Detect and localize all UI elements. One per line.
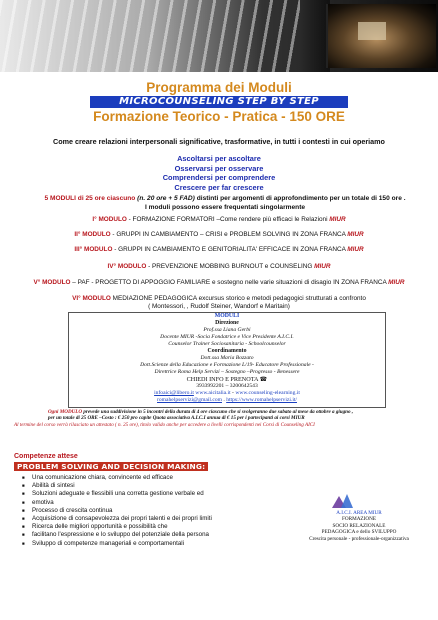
aici-logo-block	[300, 494, 418, 552]
director-role-secondary: Counselor Trainer Sociosanitaria - Schoolcounselor	[168, 341, 286, 347]
list-item-continuation: ■ emotiva	[22, 499, 252, 507]
intro-modules-count: 5 MODULI di 25 ore ciascuno	[44, 195, 136, 202]
wordmark: MICROCOUNSELING STEP BY STEP	[90, 96, 348, 108]
logo-shape-blue	[341, 494, 353, 508]
module-row	[0, 295, 438, 311]
list-item: ■ Abilità di sintesi	[22, 482, 252, 490]
note-module-label: Ogni MODULO	[48, 409, 83, 415]
module-number: V° MODULO	[33, 279, 71, 286]
direction-heading: Direzione	[215, 320, 239, 326]
logo-line-socio: SOCIO RELAZIONALE	[332, 522, 386, 529]
banner-photo	[326, 4, 436, 68]
motto-item: Ascoltarsi per ascoltare	[177, 154, 261, 163]
note-cost: per un totale di 25 ORE –Costo : € 250 pro capite Quota associativa A.I.C.I annua di € 15 per i partecipanti ai corsi MIUR	[48, 415, 305, 422]
module-row	[0, 216, 438, 224]
module-subtitle: ( Montessori, , Rudolf Steiner, Wandorf e Maritain)	[148, 303, 290, 310]
aici-logo-icon	[332, 494, 354, 508]
intro-hours-split: (n. 20 ore + 5 FAD)	[135, 195, 195, 202]
coordinator-name: Dott.ssa Maria Bozzato	[200, 355, 254, 361]
motto-item: Comprendersi per comprendere	[162, 173, 276, 183]
course-notes	[14, 409, 424, 428]
intro-total: distinti per argomenti di approfondimento per un totale di 150 ore .	[194, 195, 406, 202]
tagline: Come creare relazioni interpersonali significative, trasformative, in tutti i contesti in cui operiamo	[53, 137, 385, 146]
logo-line-formazione: FORMAZIONE	[341, 516, 376, 523]
phone-icon: ☎	[259, 376, 268, 383]
email-link-aici[interactable]: infoaici@libero.it	[154, 390, 194, 396]
links-line-secondary: romahelpservizi@gmail.com . https://www.romahelpservizi.it/	[157, 397, 297, 403]
logo-line-crescita: Crescita personale - professionale-organizzativa	[309, 535, 409, 542]
email-link-romahelp[interactable]: romahelpservizi@gmail.com	[157, 397, 222, 403]
module-number: VI° MODULO	[72, 295, 111, 302]
module-number: II° MODULO	[74, 231, 111, 238]
list-item: ■ Una comunicazione chiara, convincente ed efficace	[22, 474, 252, 482]
website-link-aici[interactable]: www.aicitalia.it	[195, 390, 231, 396]
logo-line-pedagogica: PEDAGOGICA e dello SVILUPPO	[321, 529, 397, 536]
links-line: infoaici@libero.it www.aicitalia.it - www.counseling-elearning.it	[154, 390, 300, 396]
module-miur-tag: MIUR	[347, 246, 364, 253]
banner-photo-screen	[358, 22, 386, 40]
module-row	[0, 231, 438, 239]
contact-box	[68, 312, 386, 408]
page-title: Programma dei Moduli	[146, 80, 292, 95]
info-label: CHIEDI INFO E PRENOTA	[186, 376, 259, 383]
module-title: - FORMAZIONE FORMATORI –Come rendere più efficaci le Relazioni	[126, 216, 330, 223]
intro-note: I moduli possono essere frequentati singolarmente	[144, 204, 306, 211]
motto-list	[0, 154, 438, 192]
module-number: IV° MODULO	[107, 263, 147, 270]
module-row	[0, 279, 438, 287]
module-row	[0, 246, 438, 254]
competences-title: Competenze attese	[14, 453, 78, 460]
module-number: I° MODULO	[92, 216, 127, 223]
module-number: III° MODULO	[74, 246, 113, 253]
module-title: MEDIAZIONE PEDAGOGICA excursus storico e metodi pedagogici strutturati a confronto	[110, 295, 366, 302]
coordinator-role: Dott.Scienze della Educazione e Formazione L/19- Educatore Professionale -	[140, 362, 314, 368]
module-miur-tag: MIUR	[314, 263, 331, 270]
list-item: ■ Processo di crescita continua	[22, 507, 252, 515]
module-row	[0, 263, 438, 271]
module-miur-tag: MIUR	[388, 279, 405, 286]
aici-logo-text	[300, 510, 418, 542]
website-link-romahelp[interactable]: https://www.romahelpservizi.it/	[226, 397, 297, 403]
list-item-continuation: ■ facilitano l'espressione e lo sviluppo del potenziale della persona	[22, 531, 252, 539]
list-item: ■ Sviluppo di competenze manageriali e comportamentali	[22, 540, 252, 548]
director-role: Docente MIUR -Socia Fondatrice e Vice Presidente A.I.C.I.	[160, 334, 294, 340]
competences-list	[22, 474, 252, 548]
list-item: ■ Acquisizione di consapevolezza dei propri talenti e dei propri limiti	[22, 515, 252, 523]
list-item: ■ Soluzioni adeguate e flessibili una corretta gestione verbale ed	[22, 490, 252, 498]
note-schedule-text: prevede una suddivisione in 5 incontri della durata di 4 ore ciascuno che si svolgeranno due sabato al mese da ottobre a giugno ,	[82, 409, 354, 415]
module-title: - GRUPPI IN CAMBIAMENTO E GENITORIALITA' EFFICACE IN ZONA FRANCA	[112, 246, 348, 253]
module-miur-tag: MIUR	[347, 231, 364, 238]
info-line	[69, 376, 385, 383]
website-link-elearning[interactable]: www.counseling-elearning.it	[235, 390, 300, 396]
coordination-heading: Coordinamento	[207, 348, 247, 354]
coordinator-role-secondary: Direttrice Roma Help Servizi – Sostegno –Progresso - Benessere	[154, 369, 300, 375]
header-banner	[0, 0, 438, 72]
module-miur-tag: MIUR	[329, 216, 346, 223]
list-item: ■ Ricerca delle migliori opportunità e possibilità che	[22, 523, 252, 531]
motto-item: Crescere per far crescere	[174, 182, 264, 192]
phone-numbers: 3933992201 – 3200642543	[196, 383, 258, 389]
box-heading: MODULI	[214, 313, 240, 319]
module-title: – PAF - PROGETTO DI APPOGGIO FAMILIARE e sostegno nelle varie situazioni di disagio IN ZONA FRANCA	[70, 279, 389, 286]
competences-subtitle: PROBLEM SOLVING AND DECISION MAKING:	[14, 462, 208, 471]
director-name: Prof.ssa Liana Gerbi	[203, 327, 251, 333]
note-certificate: Al termine del corso verrà rilasciato un attestato ( n. 25 ore), titolo valido anche per accedere a livelli corrispondenti nei Corsi di Counseling AICI	[14, 421, 315, 428]
module-title: - PREVENZIONE MOBBING BURNOUT e COUNSELING	[146, 263, 315, 270]
module-title: - GRUPPI IN CAMBIAMENTO – CRISI e PROBLEM SOLVING IN ZONA FRANCA	[110, 231, 348, 238]
intro-paragraph	[30, 194, 420, 212]
motto-item: Osservarsi per osservare	[174, 163, 264, 173]
banner-stripes	[0, 0, 300, 72]
page-subtitle: Formazione Teorico - Pratica - 150 ORE	[93, 109, 345, 124]
logo-line-area: A.I.C.I. AREA MIUR	[336, 510, 382, 516]
